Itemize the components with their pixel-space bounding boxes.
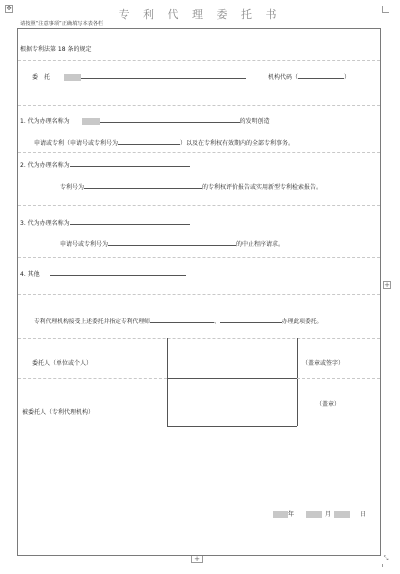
item4-other-field[interactable] bbox=[50, 269, 186, 276]
attorney1-field[interactable] bbox=[150, 316, 214, 323]
item2-prefix: 2. 代为办理名称为 bbox=[20, 162, 70, 169]
date-line bbox=[273, 509, 366, 518]
item4-prefix: 4. 其他 bbox=[20, 271, 40, 278]
instruction-note: 请按照“注意事项”正确填写本表各栏 bbox=[20, 21, 104, 27]
item1-prefix: 1. 代为办理名称为 bbox=[20, 118, 70, 125]
item3-number-field[interactable] bbox=[108, 239, 236, 246]
agency-code-close: ） bbox=[344, 74, 351, 81]
item2-line1 bbox=[20, 160, 190, 169]
item1-suffix: 的发明创造 bbox=[239, 118, 270, 125]
agent-label: 被委托人（专利代理机构） bbox=[22, 409, 95, 416]
item3-name-field[interactable] bbox=[70, 218, 190, 225]
acceptance-line bbox=[34, 316, 322, 325]
agent-sign-note: （盖章） bbox=[316, 401, 341, 408]
agency-code-row bbox=[268, 72, 350, 81]
date-year-field[interactable] bbox=[273, 511, 288, 518]
move-handle-icon[interactable]: ✥ bbox=[6, 5, 12, 12]
principal-sign-note: （盖章或签字） bbox=[302, 360, 345, 367]
signature-box-bottom bbox=[167, 426, 297, 427]
row-divider bbox=[18, 205, 380, 206]
date-month-label: 月 bbox=[325, 511, 332, 518]
basis-text: 根据专利法第 18 条的规定 bbox=[20, 46, 92, 53]
form-table bbox=[17, 28, 381, 556]
attorney2-field[interactable] bbox=[220, 316, 282, 323]
principal-signature-field[interactable] bbox=[168, 339, 296, 377]
item2-name-field[interactable] bbox=[70, 160, 190, 167]
item1-line1 bbox=[20, 116, 270, 125]
row-divider bbox=[18, 152, 380, 153]
document-title: 专 利 代 理 委 托 书 bbox=[118, 8, 282, 21]
agent-signature-field[interactable] bbox=[168, 379, 296, 425]
item3-line1 bbox=[20, 218, 190, 227]
entrust-name-line[interactable] bbox=[81, 72, 246, 79]
row-divider bbox=[18, 378, 167, 379]
acceptance-text: 专利代理机构接受上述委托并指定专利代理师 bbox=[34, 319, 150, 325]
date-day-label: 日 bbox=[360, 511, 367, 518]
item2-number-field[interactable] bbox=[84, 182, 202, 189]
entrust-label: 委 托 bbox=[32, 74, 51, 81]
item2-line2-label: 专利号为 bbox=[60, 184, 85, 191]
item4-line bbox=[20, 269, 186, 278]
principal-label: 委托人（单位或个人） bbox=[32, 360, 93, 367]
item1-line2-suffix: ）以及在专利权有效期内的全部专利事务。 bbox=[180, 140, 295, 147]
agency-code-label: 机构代码（ bbox=[268, 74, 299, 81]
item2-line2-suffix: 的专利权评价报告或实用新型专利检索报告。 bbox=[202, 184, 323, 191]
item1-name-line[interactable] bbox=[100, 116, 240, 123]
row-divider bbox=[18, 294, 380, 295]
row-divider bbox=[18, 105, 380, 106]
entrust-row bbox=[32, 72, 246, 81]
item3-prefix: 3. 代为办理名称为 bbox=[20, 220, 70, 227]
date-year-label: 年 bbox=[288, 511, 295, 518]
item3-line2 bbox=[60, 239, 284, 248]
item1-name-field[interactable] bbox=[82, 118, 100, 125]
agency-code-field[interactable] bbox=[298, 72, 344, 79]
item1-number-field[interactable] bbox=[118, 138, 180, 145]
add-column-button[interactable]: + bbox=[384, 281, 390, 289]
row-divider bbox=[18, 257, 380, 258]
add-row-button[interactable]: + bbox=[191, 555, 203, 563]
acceptance-separator: 、 bbox=[213, 319, 220, 325]
row-divider bbox=[297, 378, 380, 379]
signature-box-right-border bbox=[297, 338, 298, 426]
date-month-field[interactable] bbox=[306, 511, 322, 518]
item1-line2 bbox=[34, 138, 294, 147]
item2-line2 bbox=[60, 182, 322, 191]
entrust-name-field[interactable] bbox=[64, 74, 81, 81]
acceptance-suffix: 办理此项委托。 bbox=[281, 319, 323, 325]
item3-line2-label: 申请号或专利号为 bbox=[60, 241, 109, 248]
item3-line2-suffix: 的中止程序请求。 bbox=[236, 241, 285, 248]
item1-line2-label: 申请或专利（申请号或专利号为 bbox=[34, 140, 119, 147]
date-day-field[interactable] bbox=[334, 511, 350, 518]
row-divider bbox=[18, 60, 380, 61]
resize-handle-icon[interactable]: ⤡ bbox=[383, 555, 389, 562]
